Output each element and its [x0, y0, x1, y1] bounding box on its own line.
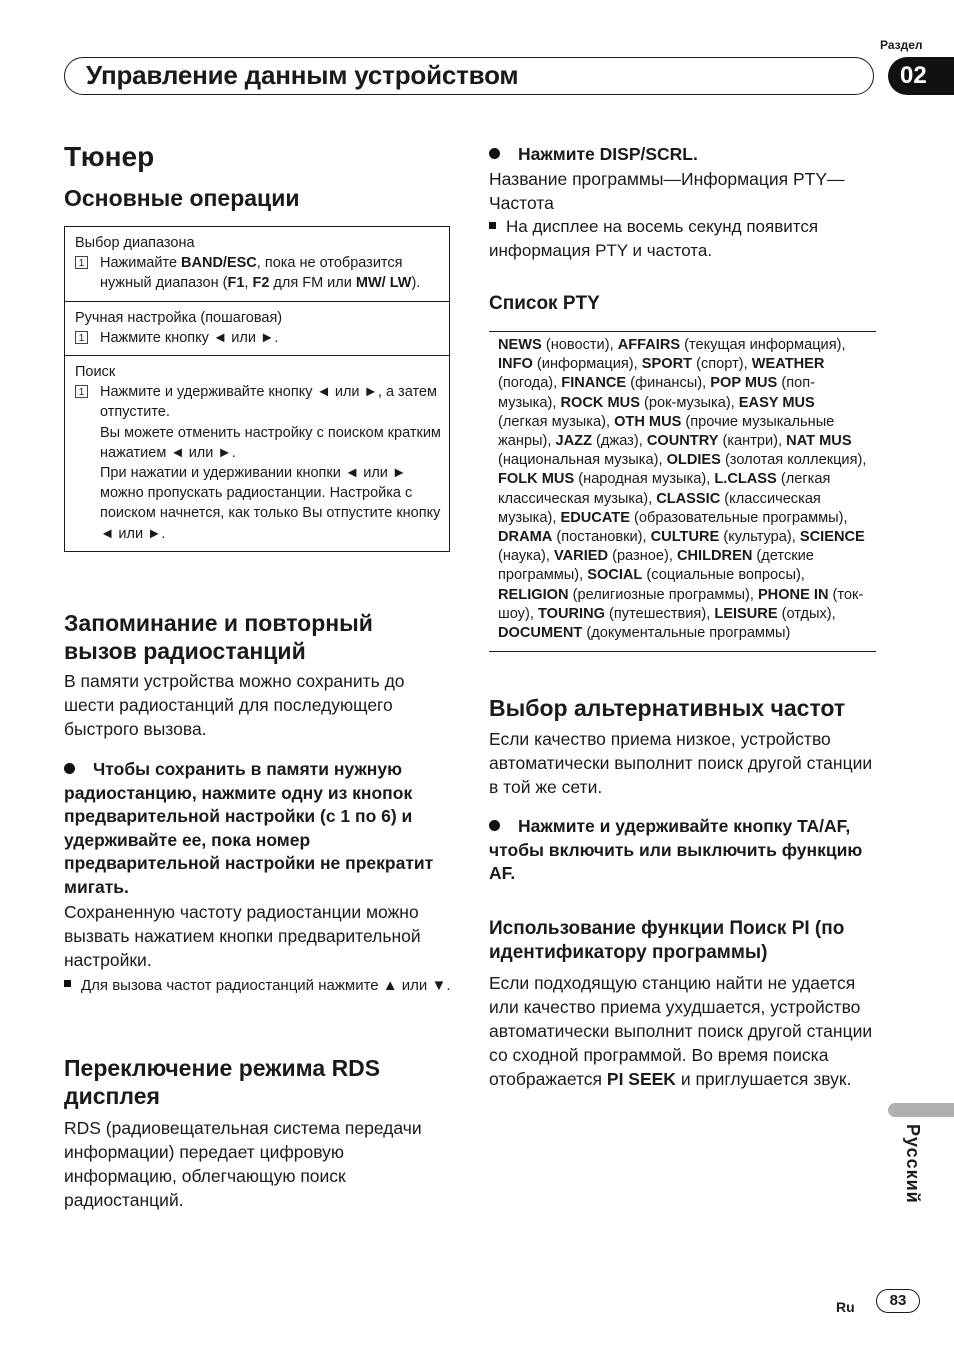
square-bullet-icon	[64, 980, 71, 987]
preset-instruction	[64, 758, 450, 899]
pi-text-part: и приглушается звук.	[675, 1069, 852, 1089]
manual-tuning-step	[75, 328, 441, 348]
pty-description: (кантри),	[718, 433, 787, 450]
pty-description: (прочие музыкальные жанры),	[498, 413, 835, 450]
pty-code: RELIGION	[498, 586, 569, 603]
pi-heading: Использование функции Поиск PI (по идентификатору программы)	[489, 918, 845, 963]
pty-description: (золотая коллекция),	[720, 452, 867, 469]
basic-ops-heading: Основные операции	[64, 185, 300, 211]
pty-code: JAZZ	[555, 433, 592, 450]
step-text: При нажатии и удерживании кнопки ◄ или ► можно пропускать радиостанции. Настройка с поиском начнется, как только Вы отпустите кнопку ◄ или ►.	[100, 465, 441, 542]
preset-recall-text: Сохраненную частоту радиостанции можно вызвать нажатием кнопки предварительной настройки.	[64, 902, 421, 970]
pty-code: OLDIES	[666, 452, 721, 469]
manual-tuning-title: Ручная настройка (пошаговая)	[75, 309, 283, 326]
mw-lw-key: MW/ LW	[355, 275, 412, 292]
pty-code: SPORT	[641, 356, 693, 373]
pty-description: (документальные программы)	[582, 625, 791, 642]
pty-description: (классическая музыка),	[498, 490, 821, 526]
pty-code: WEATHER	[751, 356, 825, 373]
f1-key: F1	[227, 275, 245, 292]
pty-code: DOCUMENT	[498, 625, 583, 642]
pty-list-content	[498, 337, 866, 641]
pty-code: AFFAIRS	[617, 337, 681, 353]
section-number-badge: 02	[888, 57, 954, 95]
language-tab	[888, 1103, 954, 1117]
pty-code: PHONE IN	[757, 586, 829, 603]
pty-description: (социальные вопросы),	[642, 567, 805, 584]
seek-tuning-step	[75, 382, 441, 544]
pty-code: CLASSIC	[656, 490, 721, 507]
pty-code: OTH MUS	[614, 413, 682, 430]
pty-description: (погода),	[498, 375, 562, 392]
pty-code: CHILDREN	[676, 548, 753, 565]
pty-code: SCIENCE	[799, 529, 865, 546]
pty-code: NEWS	[498, 337, 542, 353]
pty-description: (новости),	[541, 337, 618, 353]
pi-seek-label: PI SEEK	[606, 1069, 676, 1089]
pty-code: NAT MUS	[786, 433, 852, 450]
preset-note-text: Для вызова частот радиостанций нажмите ▲ или ▼.	[81, 977, 451, 994]
basic-ops-table	[64, 226, 450, 552]
pty-description: (разное),	[608, 548, 677, 565]
page-language-code: Ru	[836, 1299, 855, 1315]
pty-code: VARIED	[553, 548, 609, 565]
step-text: ,	[244, 275, 253, 292]
band-selection-title: Выбор диапазона	[75, 235, 195, 251]
manual-tuning-cell	[65, 302, 449, 356]
pty-description: (национальная музыка),	[498, 452, 667, 469]
disp-instruction	[489, 143, 698, 167]
step-text: для FM или	[269, 275, 356, 292]
pty-description: (поп-музыка),	[498, 375, 815, 411]
bullet-icon	[489, 148, 500, 159]
pty-code: POP MUS	[710, 375, 778, 392]
square-bullet-icon	[489, 222, 496, 229]
pty-heading: Список PTY	[489, 293, 600, 314]
pty-description: (постановки),	[552, 529, 651, 546]
step-number: 1	[75, 385, 88, 398]
pty-code: EASY MUS	[738, 394, 815, 411]
pty-code: INFO	[498, 356, 533, 373]
disp-note	[489, 215, 875, 263]
pi-text	[489, 971, 875, 1091]
band-selection-step	[75, 253, 441, 293]
pi-text-part: Если подходящую станцию найти не удается или качество приема ухудшается, устройство автоматически выполнит поиск другой станции со сходной программой. Во время поиска отображается	[489, 973, 873, 1089]
af-intro: Если качество приема низкое, устройство автоматически выполнит поиск другой станции в той же сети.	[489, 729, 873, 797]
step-text: Нажмите кнопку ◄ или ►.	[100, 329, 279, 346]
page-title: Тюнер	[64, 141, 155, 172]
af-heading: Выбор альтернативных частот	[489, 695, 846, 721]
page-number: 83	[876, 1289, 920, 1313]
pty-code: SOCIAL	[587, 567, 643, 584]
pty-description: (легкая классическая музыка),	[498, 471, 831, 507]
pty-code: L.CLASS	[714, 471, 777, 488]
pty-description: (культура),	[719, 529, 800, 546]
bullet-icon	[489, 820, 500, 831]
pty-description: (народная музыка),	[574, 471, 715, 488]
pty-description: (спорт),	[692, 356, 752, 373]
pty-description: (религиозные программы),	[568, 586, 758, 603]
step-text: Нажмите и удерживайте кнопку ◄ или ►, а затем отпустите.	[100, 384, 437, 421]
section-label: Раздел	[880, 38, 923, 52]
pty-description: (джаз),	[592, 433, 647, 450]
disp-instruction-text: Нажмите DISP/SCRL.	[518, 144, 698, 164]
pty-description: (наука),	[498, 548, 554, 565]
bullet-icon	[64, 763, 75, 774]
pty-description: (легкая музыка),	[498, 413, 615, 430]
pty-description: (образовательные программы),	[629, 509, 848, 526]
pty-description: (информация),	[532, 356, 642, 373]
pty-description: (детские программы),	[498, 548, 814, 584]
pty-code: LEISURE	[714, 605, 778, 622]
pty-code: COUNTRY	[646, 433, 719, 450]
pty-description: (финансы),	[626, 375, 711, 392]
pty-code: TOURING	[537, 605, 605, 622]
pty-code: FOLK MUS	[498, 471, 575, 488]
disp-sequence: Название программы—Информация PTY—Частота	[489, 169, 845, 213]
preset-intro: В памяти устройства можно сохранить до шести радиостанций для последующего быстрого вызова.	[64, 671, 405, 739]
seek-tuning-title: Поиск	[75, 364, 116, 381]
step-text: Нажимайте	[100, 255, 182, 272]
step-text: ).	[411, 275, 421, 292]
step-text: , пока не отобразится нужный диапазон (	[100, 255, 403, 292]
step-number: 1	[75, 256, 88, 269]
rds-text: RDS (радиовещательная система передачи информации) передает цифровую информацию, облегчающую поиск радиостанций.	[64, 1118, 422, 1210]
language-label: Русский	[903, 1124, 923, 1204]
pty-description: (рок-музыка),	[639, 394, 739, 411]
preset-note	[64, 974, 454, 997]
af-instruction	[489, 815, 875, 886]
step-text: Вы можете отменить настройку с поиском кратким нажатием ◄ или ►.	[100, 424, 441, 461]
band-selection-cell	[65, 227, 449, 302]
pty-description: (путешествия),	[604, 605, 715, 622]
af-instruction-text: Нажмите и удерживайте кнопку TA/AF, чтобы включить или выключить функцию AF.	[489, 816, 863, 883]
band-esc-key: BAND/ESC	[181, 255, 257, 272]
step-number: 1	[75, 331, 88, 344]
header-title: Управление данным устройством	[86, 60, 519, 90]
seek-tuning-cell	[65, 356, 449, 551]
preset-instruction-text: Чтобы сохранить в памяти нужную радиостанцию, нажмите одну из кнопок предварительной настройки (с 1 по 6) и удерживайте ее, пока номер предварительной настройки не прекратит мигать.	[64, 759, 434, 897]
preset-heading: Запоминание и повторный вызов радиостанций	[64, 610, 373, 664]
pty-code: FINANCE	[561, 375, 627, 392]
pty-list	[489, 331, 876, 652]
pty-code: EDUCATE	[560, 509, 630, 526]
pty-description: (отдых),	[777, 605, 836, 622]
disp-note-text: На дисплее на восемь секунд появится информация PTY и частота.	[489, 217, 819, 260]
pty-code: DRAMA	[498, 529, 553, 546]
rds-heading: Переключение режима RDS дисплея	[64, 1055, 381, 1109]
pty-description: (ток-шоу),	[498, 586, 864, 622]
f2-key: F2	[252, 275, 270, 292]
pty-description: (текущая информация),	[680, 337, 846, 353]
pty-code: ROCK MUS	[560, 394, 640, 411]
pty-code: CULTURE	[650, 529, 720, 546]
